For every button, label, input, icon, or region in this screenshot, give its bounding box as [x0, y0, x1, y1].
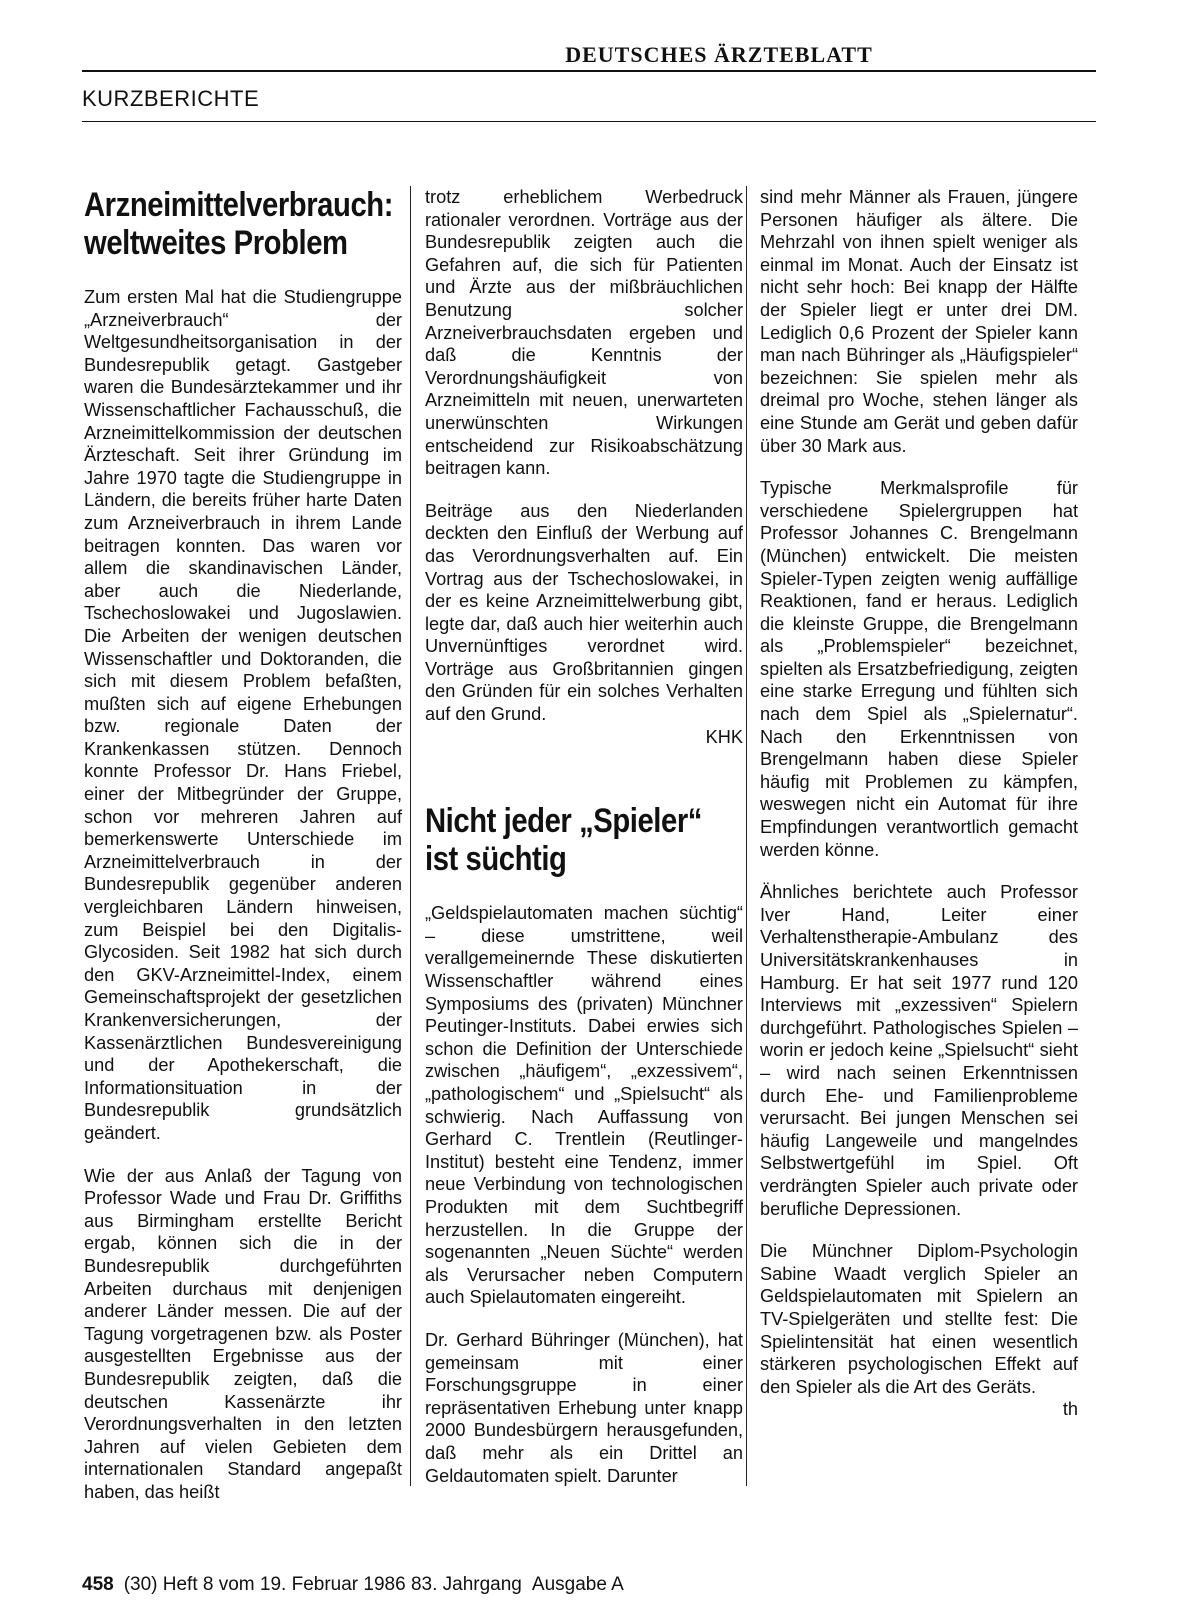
article-headline: [84, 186, 402, 262]
masthead: DEUTSCHES ÄRZTEBLATT: [565, 42, 873, 67]
section-rule: [82, 121, 1096, 122]
column-1: [84, 186, 402, 1523]
column-divider: [746, 186, 747, 1486]
article-headline: [425, 802, 743, 878]
page-number: 458: [82, 1574, 114, 1595]
paragraph-text: Beiträge aus den Niederlanden deckten den Einfluß der Werbung auf das Verordnungsverhalten auf. Ein Vortrag aus der Tschechoslowakei, in der es keine Arzneimittelwerbung gibt, legte dar, daß auch hier weiterhin auch Unvernünftiges verordnet wird. Vorträge aus Großbritannien gingen den Gründen für ein solches Verhalten auf den Grund.: [425, 500, 743, 725]
article-paragraph: Wie der aus Anlaß der Tagung von Professor Wade und Frau Dr. Griffiths aus Birmingham erstellte Bericht ergab, können sich die in der Bundesrepublik durchgeführten Arbeiten durchaus mit denjenigen anderer Länder messen. Die auf der Tagung vorgetragenen bzw. als Poster ausgestellten Ergebnisse aus der Bundesrepublik zeigten, daß die deutschen Kassenärzte ihr Verordnungsverhalten in den letzten Jahren auf vielen Gebieten dem internationalen Standard angepaßt haben, das heißt: [84, 1165, 402, 1502]
paragraph-text: Die Münchner Diplom-Psychologin Sabine Waadt verglich Spieler an Geldspielautomaten mit Spielern an TV-Spielgeräten und stellte fest: Die Spielintensität hat einen wesentlich stärkeren psychologischen Effekt auf den Spieler als die Art des Geräts.: [760, 1241, 1078, 1397]
column-2: [425, 186, 743, 1507]
article-paragraph: trotz erheblichem Werbedruck rationaler verordnen. Vorträge aus der Bundesrepublik zeigten auch die Gefahren auf, die sich für Patienten und Ärzte aus der mißbräuchlichen Benutzung solcher Arzneiverbrauchsdaten ergeben und daß die Kenntnis der Verordnungshäufigkeit von Arzneimitteln mit neuen, unerwarteten unerwünschten Wirkungen entscheidend zur Risikoabschätzung beitragen kann.: [425, 187, 743, 479]
headline-line: Nicht jeder „Spieler“: [425, 802, 702, 841]
article-paragraph: Dr. Gerhard Bühringer (München), hat gemeinsam mit einer Forschungsgruppe in einer repräsentativen Erhebung unter knapp 2000 Bundesbürgern herausgefunden, daß mehr als ein Drittel an Geldautomaten spielt. Darunter: [425, 1329, 743, 1486]
edition-label: Ausgabe A: [531, 1574, 624, 1595]
article-paragraph: Zum ersten Mal hat die Studiengruppe „Arzneiverbrauch“ der Weltgesundheitsorganisation in der Bundesrepublik getagt. Gastgeber waren die Bundesärztekammer und ihr Wissenschaftlicher Fachausschuß, die Arzneimittelkommission der deutschen Ärzteschaft. Seit ihrer Gründung im Jahre 1970 tagte die Studiengruppe in Ländern, die bereits früher harte Daten zum Arzneiverbrauch in ihrem Lande beitragen konnten. Das waren vor allem die skandinavischen Länder, aber auch die Niederlande, Tschechoslowakei und Jugoslawien. Die Arbeiten der wenigen deutschen Wissenschaftler und Doktoranden, die sich mit diesem Problem befaßten, mußten sich auf eigene Erhebungen bzw. regionale Daten der Krankenkassen stützen. Dennoch konnte Professor Dr. Hans Friebel, einer der Mitbegründer der Gruppe, schon vor mehreren Jahren auf bemerkenswerte Unterschiede im Arzneimittelverbrauch in der Bundesrepublik gegenüber anderen vergleichbaren Ländern hinweisen, zum Beispiel bei den Digitalis-Glycosiden. Seit 1982 hat sich durch den GKV-Arzneimittel-Index, einem Gemeinschaftsprojekt der gesetzlichen Krankenversicherungen, der Kassenärztlichen Bundesvereinigung und der Apothekerschaft, die Informationsituation in der Bundesrepublik grundsätzlich geändert.: [84, 287, 402, 1143]
headline-line: weltweites Problem: [84, 224, 348, 262]
issue-info: (30) Heft 8 vom 19. Februar 1986 83. Jahrgang: [123, 1574, 522, 1595]
column-3: [760, 186, 1078, 1441]
author-signature: KHK: [705, 726, 743, 747]
section-title: KURZBERICHTE: [82, 86, 260, 111]
article-paragraph: [760, 1240, 1078, 1421]
header-rule: [82, 70, 1096, 72]
article-paragraph: sind mehr Männer als Frauen, jüngere Personen häufiger als ältere. Die Mehrzahl von ihnen spielt weniger als einmal im Monat. Auch der Einsatz ist nicht sehr hoch: Bei knapp der Hälfte der Spieler liegt er unter drei DM. Lediglich 0,6 Prozent der Spieler kann man nach Bühringer als „Häufigspieler“ bezeichnen: Sie spielen mehr als dreimal pro Woche, stehen länger als eine Stunde am Gerät und geben dafür über 30 Mark aus.: [760, 187, 1078, 456]
article-paragraph: Ähnliches berichtete auch Professor Iver Hand, Leiter einer Verhaltenstherapie-Ambulanz des Universitätskrankenhauses in Hamburg. Er hat seit 1977 rund 120 Interviews mit „exzessiven“ Spielern durchgeführt. Pathologisches Spielen – worin er jedoch keine „Spielsucht“ sieht – wird nach seinen Erkenntnissen durch Ehe- und Familienprobleme verursacht. Bei jungen Menschen sei häufig Langeweile und mangelndes Selbstwertgefühl im Spiel. Oft verdrängten Spieler auch private oder berufliche Depressionen.: [760, 882, 1078, 1219]
article-paragraph: Typische Merkmalsprofile für verschiedene Spielergruppen hat Professor Johannes C. Brengelmann (München) entwickelt. Die meisten Spieler-Typen zeigten wenig auffällige Reaktionen, fand er heraus. Lediglich die kleinste Gruppe, die Brengelmann als „Problemspieler“ bezeichnet, spielten als Ersatzbefriedigung, zeigten eine starke Erregung und fühlten sich nach dem Spiel als „Spielernatur“. Nach den Erkenntnissen von Brengelmann haben diese Spieler häufig mit Problemen zu kämpfen, weswegen nicht ein Automat für ihre Empfindungen verantwortlich gemacht werden könne.: [760, 478, 1078, 860]
column-divider: [410, 186, 411, 1486]
headline-line: Arzneimittelverbrauch:: [84, 186, 394, 224]
article-paragraph: „Geldspielautomaten machen süchtig“ – diese umstrittene, weil verallgemeinernde These diskutierten Wissenschaftler während eines Symposiums des (privaten) Münchner Peutinger-Instituts. Dabei erwies sich schon die Definition der Unterschiede zwischen „häufigem“, „exzessivem“, „pathologischem“ und „Spielsucht“ als schwierig. Nach Auffassung von Gerhard C. Trentlein (Reutlinger-Institut) besteht eine Tendenz, immer neue Verbindung von technologischen Produkten mit dem Suchtbegriff herzustellen. In die Gruppe der sogenannten „Neuen Süchte“ werden als Verursacher neben Computern auch Spielautomaten eingereiht.: [425, 903, 743, 1308]
author-signature: th: [1062, 1399, 1078, 1420]
headline-line: ist süchtig: [425, 840, 567, 879]
article-paragraph: [425, 500, 743, 749]
page-footer: [82, 1574, 624, 1596]
